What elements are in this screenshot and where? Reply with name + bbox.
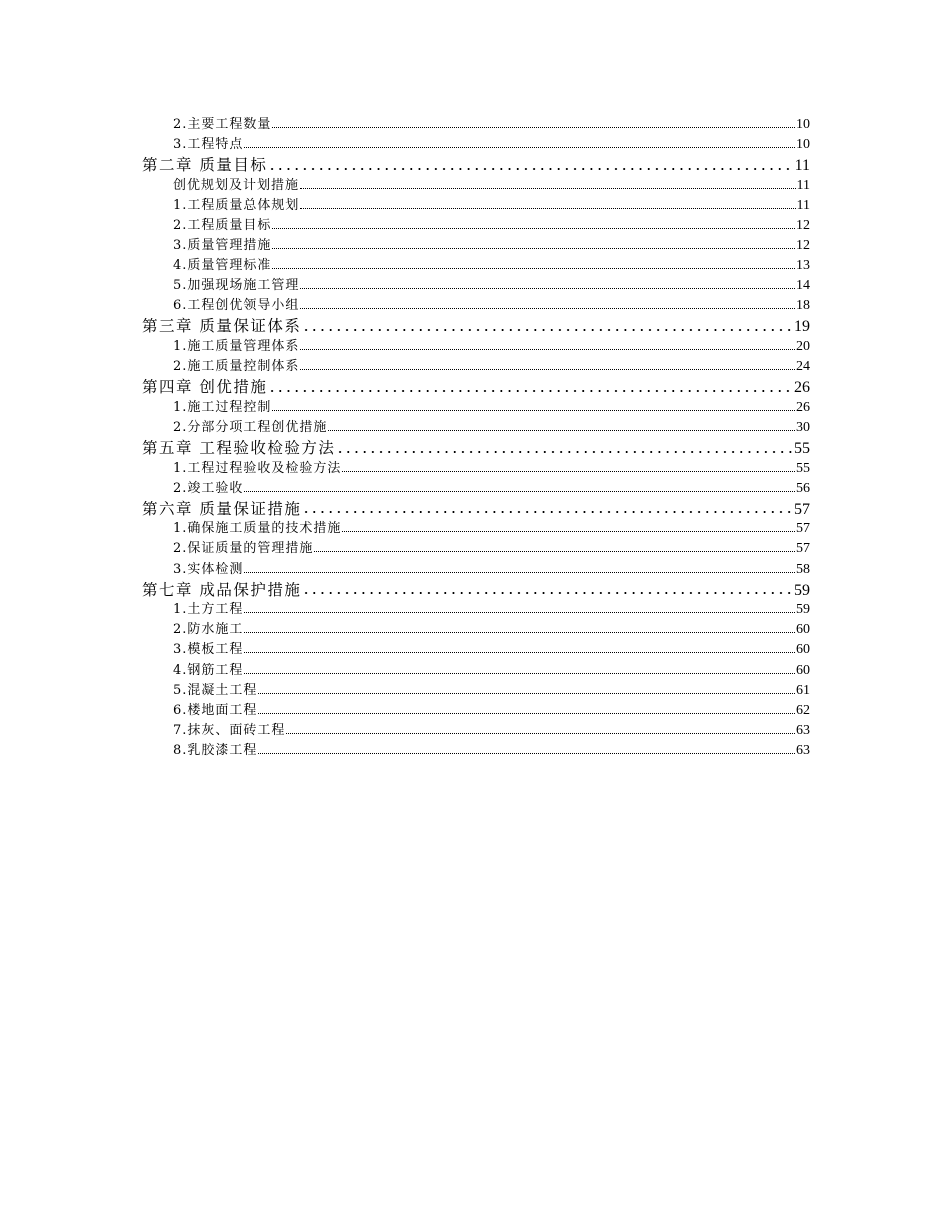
toc-entry-section[interactable] (0, 679, 810, 699)
toc-entry-title: 第三章 质量保证体系 (142, 317, 302, 336)
toc-entry-chapter[interactable] (0, 578, 810, 599)
toc-entry-section[interactable] (0, 699, 810, 719)
toc-entry-page-number: 60 (796, 662, 810, 678)
toc-entry-title: 4.质量管理标准 (173, 258, 272, 274)
dot-leader (244, 491, 795, 492)
toc-entry-page-number: 30 (796, 419, 810, 435)
dot-leader (302, 314, 793, 335)
toc-entry-title: 1.土方工程 (173, 602, 244, 618)
toc-entry-page-number: 12 (796, 217, 810, 233)
toc-entry-title: 5.加强现场施工管理 (173, 278, 300, 294)
toc-entry-section[interactable] (0, 739, 810, 759)
toc-entry-page-number: 11 (794, 157, 810, 175)
toc-entry-section[interactable] (0, 214, 810, 234)
dot-leader (272, 228, 795, 229)
toc-entry-page-number: 26 (796, 399, 810, 415)
toc-entry-section[interactable] (0, 113, 810, 133)
toc-entry-title: 6.工程创优领导小组 (173, 298, 300, 314)
toc-entry-title: 2.工程质量目标 (173, 217, 272, 233)
toc-entry-page-number: 63 (796, 742, 810, 758)
toc-entry-chapter[interactable] (0, 497, 810, 518)
toc-entry-section[interactable] (0, 457, 810, 477)
toc-entry-section[interactable] (0, 335, 810, 355)
toc-entry-page-number: 26 (794, 379, 810, 397)
dot-leader (342, 531, 795, 532)
toc-entry-page-number: 63 (796, 722, 810, 738)
toc-entry-section[interactable] (0, 234, 810, 254)
toc-entry-chapter[interactable] (0, 314, 810, 335)
toc-entry-section[interactable] (0, 294, 810, 314)
toc-entry-page-number: 10 (796, 137, 810, 153)
toc-entry-title: 2.竣工验收 (173, 480, 244, 496)
toc-entry-page-number: 57 (796, 521, 810, 537)
toc-entry-chapter[interactable] (0, 375, 810, 396)
table-of-contents (0, 113, 950, 759)
toc-entry-page-number: 57 (796, 541, 810, 557)
toc-entry-section[interactable] (0, 174, 810, 194)
toc-entry-page-number: 62 (796, 702, 810, 718)
toc-entry-page-number: 61 (796, 682, 810, 698)
toc-entry-section[interactable] (0, 618, 810, 638)
toc-entry-section[interactable] (0, 638, 810, 658)
toc-entry-title: 3.质量管理措施 (173, 238, 272, 254)
toc-entry-page-number: 60 (796, 622, 810, 638)
toc-entry-title: 1.工程过程验收及检验方法 (173, 460, 342, 476)
dot-leader (272, 410, 795, 411)
toc-entry-section[interactable] (0, 355, 810, 375)
toc-entry-title: 6.楼地面工程 (173, 702, 258, 718)
toc-entry-section[interactable] (0, 719, 810, 739)
toc-entry-title: 4.钢筋工程 (173, 662, 244, 678)
toc-entry-title: 2.防水施工 (173, 622, 244, 638)
toc-entry-page-number: 60 (796, 642, 810, 658)
toc-entry-title: 3.实体检测 (173, 561, 244, 577)
toc-entry-page-number: 57 (794, 500, 810, 518)
dot-leader (286, 733, 795, 734)
dot-leader (244, 652, 795, 653)
dot-leader (302, 497, 793, 518)
dot-leader (244, 147, 795, 148)
toc-entry-section[interactable] (0, 659, 810, 679)
toc-entry-page-number: 13 (796, 258, 810, 274)
dot-leader (244, 673, 795, 674)
toc-entry-section[interactable] (0, 194, 810, 214)
toc-entry-section[interactable] (0, 537, 810, 557)
dot-leader (300, 349, 795, 350)
toc-entry-section[interactable] (0, 517, 810, 537)
toc-entry-title: 1.施工质量管理体系 (173, 339, 300, 355)
toc-entry-title: 2.主要工程数量 (173, 117, 272, 132)
toc-entry-page-number: 11 (796, 177, 810, 193)
toc-entry-section[interactable] (0, 477, 810, 497)
dot-leader (244, 612, 795, 613)
toc-entry-title: 1.工程质量总体规划 (173, 197, 300, 213)
dot-leader (300, 369, 795, 370)
toc-entry-page-number: 59 (796, 602, 810, 618)
toc-entry-section[interactable] (0, 254, 810, 274)
toc-entry-page-number: 10 (796, 117, 810, 132)
toc-entry-page-number: 55 (794, 440, 810, 457)
dot-leader (258, 693, 795, 694)
toc-entry-title: 3.模板工程 (173, 642, 244, 658)
dot-leader (244, 632, 795, 633)
toc-entry-title: 创优规划及计划措施 (173, 177, 300, 193)
dot-leader (268, 375, 793, 396)
dot-leader (300, 288, 795, 289)
dot-leader (342, 471, 795, 472)
dot-leader (272, 127, 795, 128)
toc-entry-section[interactable] (0, 396, 810, 416)
toc-entry-section[interactable] (0, 416, 810, 436)
toc-entry-title: 第四章 创优措施 (142, 378, 268, 397)
toc-entry-title: 2.分部分项工程创优措施 (173, 419, 328, 435)
dot-leader (258, 753, 795, 754)
toc-entry-chapter[interactable] (0, 153, 810, 174)
toc-entry-section[interactable] (0, 598, 810, 618)
toc-entry-title: 7.抹灰、面砖工程 (173, 722, 286, 738)
dot-leader (336, 436, 793, 457)
toc-entry-title: 1.施工过程控制 (173, 399, 272, 415)
toc-entry-chapter[interactable] (0, 436, 810, 457)
dot-leader (268, 153, 793, 174)
dot-leader (314, 551, 795, 552)
toc-entry-title: 8.乳胶漆工程 (173, 742, 258, 758)
toc-entry-page-number: 55 (796, 460, 810, 476)
dot-leader (272, 248, 795, 249)
toc-entry-title: 第二章 质量目标 (142, 156, 268, 175)
toc-entry-title: 2.施工质量控制体系 (173, 359, 300, 375)
toc-entry-page-number: 59 (794, 581, 810, 599)
toc-entry-title: 第七章 成品保护措施 (142, 580, 302, 599)
dot-leader (300, 308, 795, 309)
dot-leader (244, 572, 795, 573)
toc-entry-section[interactable] (0, 274, 810, 294)
toc-entry-page-number: 20 (796, 339, 810, 355)
dot-leader (258, 713, 795, 714)
dot-leader (272, 268, 795, 269)
toc-entry-section[interactable] (0, 558, 810, 578)
dot-leader (300, 208, 795, 209)
dot-leader (302, 578, 793, 599)
toc-entry-page-number: 58 (796, 561, 810, 577)
toc-entry-page-number: 14 (796, 278, 810, 294)
toc-entry-section[interactable] (0, 133, 810, 153)
toc-entry-title: 2.保证质量的管理措施 (173, 541, 314, 557)
toc-entry-page-number: 11 (796, 197, 810, 213)
toc-entry-title: 5.混凝土工程 (173, 682, 258, 698)
toc-entry-title: 第六章 质量保证措施 (142, 499, 302, 518)
toc-entry-page-number: 12 (796, 238, 810, 254)
toc-entry-page-number: 18 (796, 298, 810, 314)
toc-entry-page-number: 19 (794, 318, 810, 336)
toc-entry-title: 3.工程特点 (173, 137, 244, 153)
dot-leader (328, 430, 795, 431)
toc-entry-title: 第五章 工程验收检验方法 (142, 439, 336, 457)
toc-entry-page-number: 24 (796, 359, 810, 375)
toc-entry-title: 1.确保施工质量的技术措施 (173, 521, 342, 537)
toc-entry-page-number: 56 (796, 480, 810, 496)
dot-leader (300, 188, 796, 189)
